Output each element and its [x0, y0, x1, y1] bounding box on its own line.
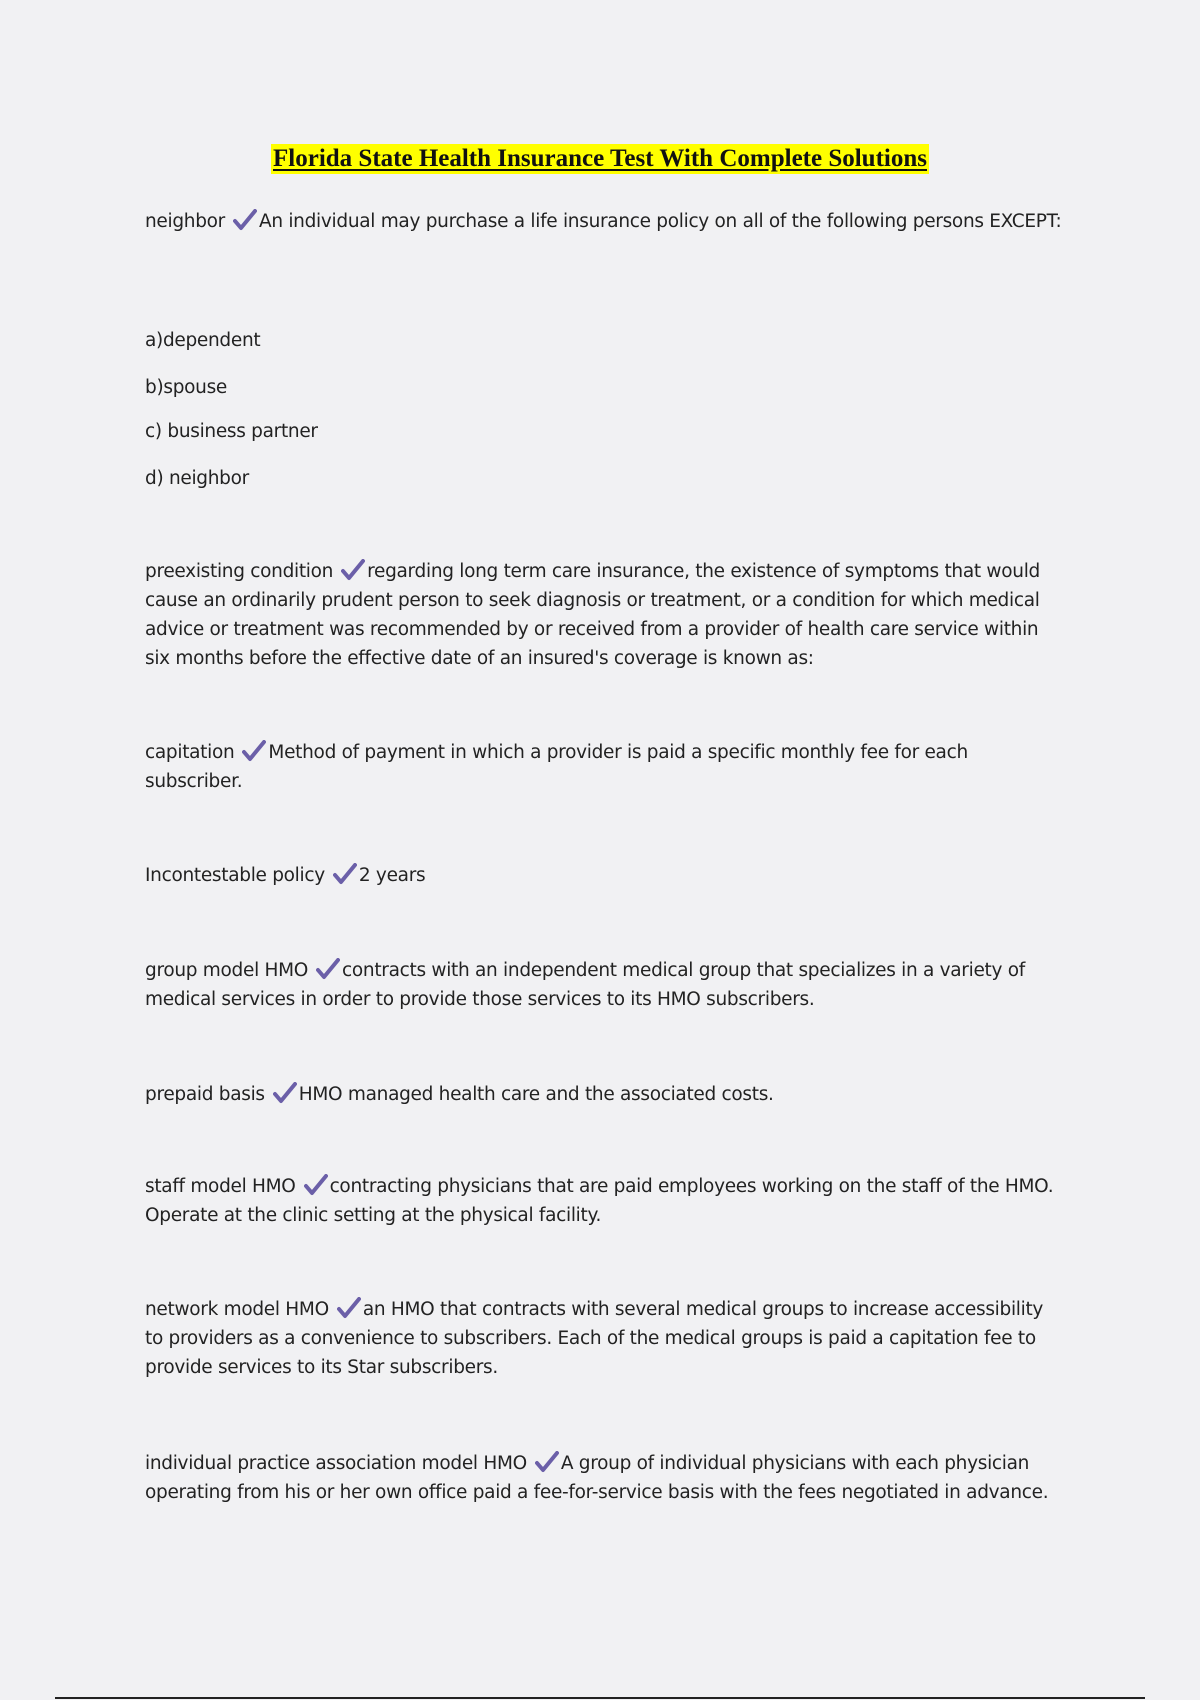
answer-term: prepaid basis	[145, 1084, 265, 1105]
answer-term: neighbor	[145, 211, 225, 232]
document-title: Florida State Health Insurance Test With Complete Solutions	[273, 145, 927, 172]
qa-item	[145, 1080, 1065, 1109]
qa-item	[145, 861, 1065, 890]
answer-term: preexisting condition	[145, 561, 334, 582]
answer-term: capitation	[145, 742, 235, 763]
option-a: a)dependent	[145, 330, 261, 351]
question-text: Method of payment in which a provider is paid a specific monthly fee for each subscriber.	[145, 742, 968, 792]
answer-term: staff model HMO	[145, 1176, 296, 1197]
title-container	[0, 144, 1200, 174]
option-c: c) business partner	[145, 421, 318, 442]
checkmark-icon	[304, 1174, 328, 1196]
answer-term: Incontestable policy	[145, 865, 325, 886]
checkmark-icon	[233, 209, 257, 231]
question-text: contracts with an independent medical group that specializes in a variety of medical services in order to provide those services to its HMO subscribers.	[145, 960, 1025, 1010]
question-text: regarding long term care insurance, the existence of symptoms that would cause an ordinarily prudent person to seek diagnosis or treatment, or a condition for which medical advice or treatment was recommended by or received from a provider of health care service within six months before the effective date of an insured's coverage is known as:	[145, 561, 1040, 669]
question-text: an HMO that contracts with several medical groups to increase accessibility to providers as a convenience to subscribers. Each of the medical groups is paid a capitation fee to provide services to its Star subscribers.	[145, 1299, 1044, 1378]
checkmark-icon	[242, 740, 266, 762]
option-d: d) neighbor	[145, 468, 249, 489]
checkmark-icon	[273, 1082, 297, 1104]
checkmark-icon	[337, 1297, 361, 1319]
qa-item	[145, 956, 1065, 1014]
question-text: contracting physicians that are paid employees working on the staff of the HMO. Operate at the clinic setting at the physical facility.	[145, 1176, 1054, 1226]
checkmark-icon	[333, 863, 357, 885]
answer-term: individual practice association model HMO	[145, 1453, 527, 1474]
question-text: A group of individual physicians with each physician operating from his or her own office paid a fee-for-service basis with the fees negotiated in advance.	[145, 1453, 1049, 1503]
option-b: b)spouse	[145, 377, 228, 398]
question-text: 2 years	[358, 865, 426, 886]
question-text: An individual may purchase a life insurance policy on all of the following persons EXCEPT:	[258, 211, 1062, 232]
qa-item	[145, 1449, 1065, 1507]
checkmark-icon	[341, 559, 365, 581]
checkmark-icon	[316, 958, 340, 980]
question-text: HMO managed health care and the associated costs.	[298, 1084, 774, 1105]
checkmark-icon	[535, 1451, 559, 1473]
qa-item	[145, 738, 1065, 796]
qa-item	[145, 1295, 1065, 1382]
qa-item	[145, 207, 1065, 236]
qa-item	[145, 1172, 1065, 1230]
qa-item	[145, 557, 1065, 673]
answer-term: network model HMO	[145, 1299, 329, 1320]
answer-term: group model HMO	[145, 960, 309, 981]
page-bottom-rule	[55, 1697, 1145, 1699]
